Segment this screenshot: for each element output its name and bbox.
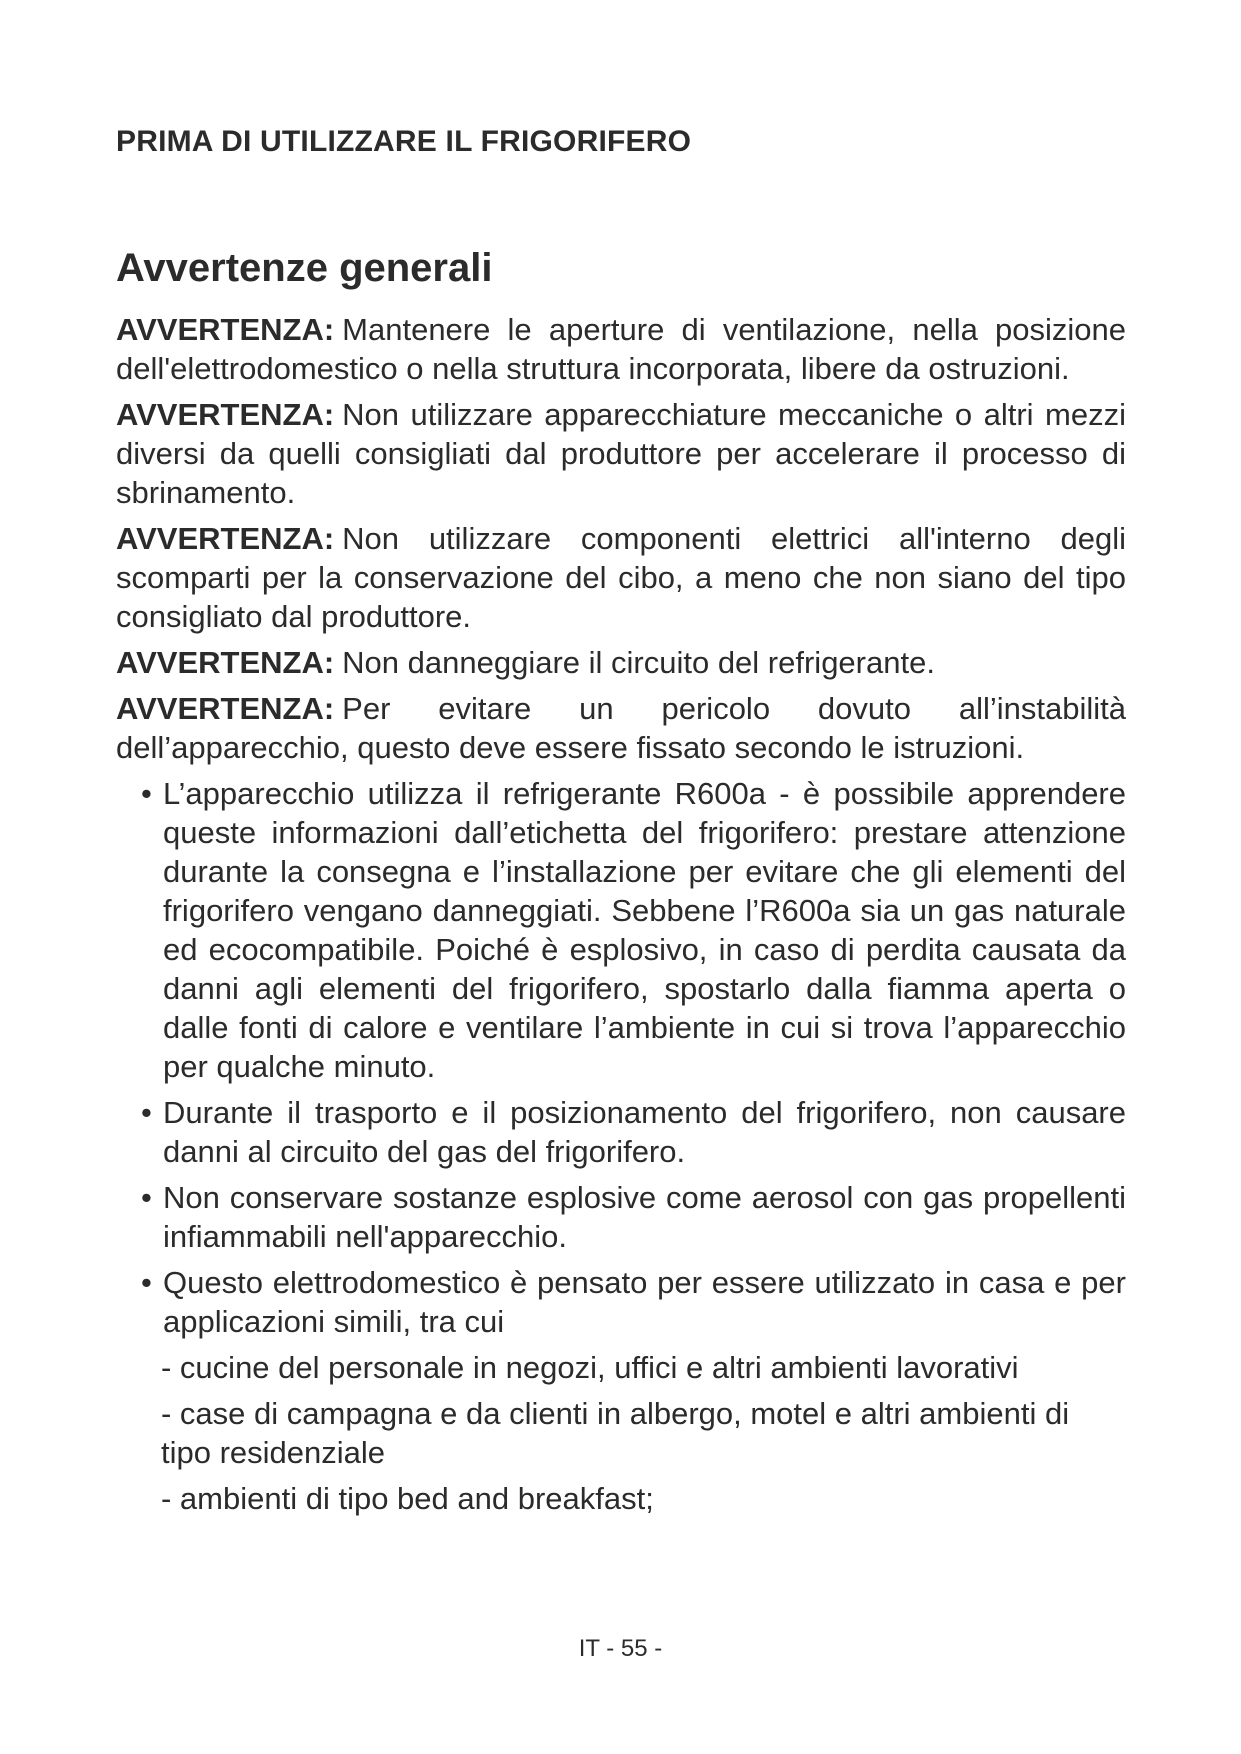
warning-text: Non utilizzare componenti elettrici all'interno degli scomparti per la conservazione del cibo, a meno che non siano del tipo consigliato dal produttore. <box>116 521 1126 634</box>
list-item-text: L’apparecchio utilizza il refrigerante R600a - è possibile apprendere queste informazioni dall’etichetta del frigorifero: prestare attenzione durante la consegna e l’installazione per evitare che gli elementi del frigorifero vengano danneggiati. Sebbene l’R600a sia un gas naturale ed ecocompatibile. Poiché è esplosivo, in caso di perdita causata da danni agli elementi del frigorifero, spostarlo dalla fiamma aperta o dalle fonti di calore e ventilare l’ambiente in cui si trova l’apparecchio per qualche minuto. <box>163 776 1126 1084</box>
warning-paragraph <box>116 689 1126 767</box>
list-item-text: Durante il trasporto e il posizionamento del frigorifero, non causare danni al circuito del gas del frigorifero. <box>163 1095 1126 1169</box>
warning-paragraph <box>116 395 1126 512</box>
warning-paragraph <box>116 519 1126 636</box>
sub-list <box>116 1348 1126 1518</box>
section-title: PRIMA DI UTILIZZARE IL FRIGORIFERO <box>116 125 692 158</box>
list-item <box>141 1178 1126 1256</box>
warning-label: AVVERTENZA: <box>116 521 335 556</box>
bullet-icon: • <box>141 1095 152 1130</box>
list-item-text: Questo elettrodomestico è pensato per essere utilizzato in casa e per applicazioni simili, tra cui <box>163 1265 1126 1339</box>
sub-list-item: - case di campagna e da clienti in albergo, motel e altri ambienti di tipo residenziale <box>161 1396 1070 1470</box>
warning-label: AVVERTENZA: <box>116 645 335 680</box>
warning-label: AVVERTENZA: <box>116 397 335 432</box>
bullet-list <box>116 774 1126 1341</box>
bullet-icon: • <box>141 776 152 811</box>
list-item-text: Non conservare sostanze esplosive come aerosol con gas propellenti infiammabili nell'apparecchio. <box>163 1180 1126 1254</box>
sub-list-item: - cucine del personale in negozi, uffici e altri ambienti lavorativi <box>161 1350 1019 1385</box>
warning-paragraph <box>116 643 1126 682</box>
list-item <box>141 1093 1126 1171</box>
page-number: IT - 55 - <box>578 1635 663 1662</box>
list-item <box>141 774 1126 1086</box>
warning-label: AVVERTENZA: <box>116 691 335 726</box>
sub-list-item: - ambienti di tipo bed and breakfast; <box>161 1481 654 1516</box>
warning-text: Mantenere le aperture di ventilazione, nella posizione dell'elettrodomestico o nella struttura incorporata, libere da ostruzioni. <box>116 312 1126 386</box>
list-item <box>141 1263 1126 1341</box>
warning-text: Per evitare un pericolo dovuto all’instabilità dell’apparecchio, questo deve essere fissato secondo le istruzioni. <box>116 691 1126 765</box>
warning-text: Non danneggiare il circuito del refrigerante. <box>342 645 935 680</box>
warning-label: AVVERTENZA: <box>116 312 335 347</box>
subheading: Avvertenze generali <box>116 246 493 290</box>
warning-paragraph <box>116 310 1126 388</box>
bullet-icon: • <box>141 1180 152 1215</box>
warning-text: Non utilizzare apparecchiature meccaniche o altri mezzi diversi da quelli consigliati dal produttore per accelerare il processo di sbrinamento. <box>116 397 1126 510</box>
bullet-icon: • <box>141 1265 152 1300</box>
content-body <box>116 310 1126 1525</box>
